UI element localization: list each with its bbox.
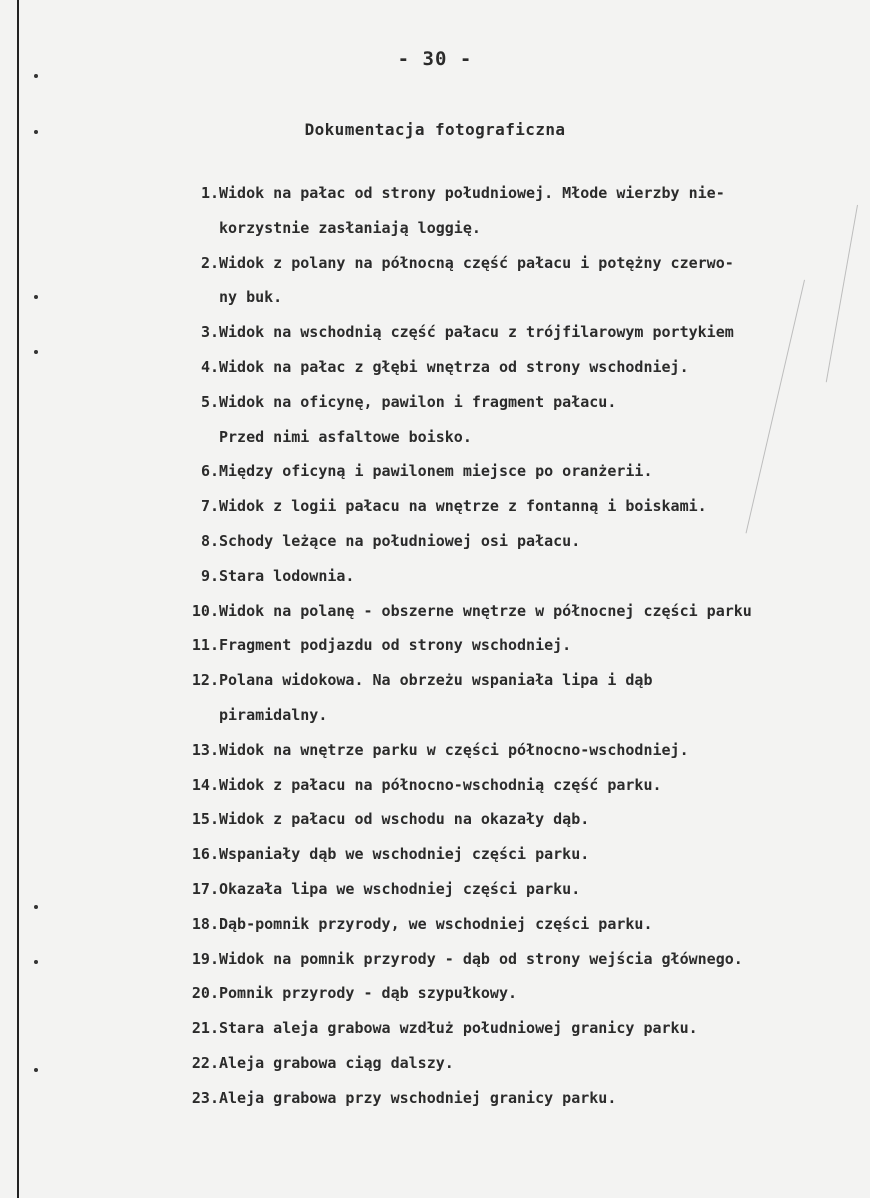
list-item [183,246,863,316]
item-number: 8. [200,531,219,550]
item-text: Stara lodownia. [219,566,355,585]
punch-hole-mark [34,905,38,909]
item-number: 10. [191,601,219,620]
item-number: 3. [200,323,219,342]
list-item [183,524,863,559]
punch-hole-mark [34,295,38,299]
list-item [183,559,863,594]
punch-hole-mark [34,350,38,354]
list-item [183,176,863,246]
item-number: 1. [200,184,219,202]
item-text: Widok na pałac od strony południowej. Młode wierzby nie- korzystnie zasłaniają loggię. [219,184,725,237]
item-number: 4. [200,357,219,376]
item-number: 18. [191,914,219,933]
item-text: Dąb-pomnik przyrody, we wschodniej części parku. [219,914,653,933]
list-item [183,1046,863,1081]
item-number: 16. [191,845,219,864]
item-number: 12. [191,671,219,690]
list-item [183,768,863,803]
item-number: 23. [191,1088,219,1107]
item-number: 19. [191,949,219,968]
item-number: 7. [200,497,219,516]
item-text: Fragment podjazdu od strony wschodniej. [219,636,572,655]
item-number: 9. [200,566,219,585]
punch-hole-mark [34,960,38,964]
item-text: Widok z pałacu na północno-wschodnią część parku. [219,775,662,794]
item-number: 2. [200,253,219,272]
punch-hole-mark [34,74,38,78]
list-item [183,315,863,350]
list-item [183,1081,863,1116]
list-item [183,1011,863,1046]
list-item [183,350,863,385]
item-text: Widok na pałac z głębi wnętrza od strony wschodniej. [219,357,689,376]
item-number: 13. [191,740,219,759]
item-text: Widok na oficynę, pawilon i fragment pałacu. Przed nimi asfaltowe boisko. [219,392,617,446]
item-text: Widok z logii pałacu na wnętrze z fontanną i boiskami. [219,497,707,516]
item-number: 17. [191,879,219,898]
list-item [183,489,863,524]
item-text: Widok na pomnik przyrody - dąb od strony wejścia głównego. [219,949,743,968]
item-number: 21. [191,1019,219,1038]
list-item [183,628,863,663]
list-item [183,872,863,907]
item-text: Aleja grabowa przy wschodniej granicy parku. [219,1088,617,1107]
list-item [183,942,863,977]
item-number: 22. [191,1053,219,1072]
item-text: Okazała lipa we wschodniej części parku. [219,879,581,898]
item-number: 15. [191,810,219,829]
item-text: Pomnik przyrody - dąb szypułkowy. [219,984,518,1003]
list-item [183,802,863,837]
item-number: 20. [191,984,219,1003]
list-item [183,907,863,942]
item-text: Wspaniały dąb we wschodniej części parku. [219,845,590,864]
item-number: 6. [200,462,219,481]
page-title: Dokumentacja fotograficzna [304,120,566,139]
item-text: Widok z pałacu od wschodu na okazały dąb. [219,810,590,829]
list-item [183,837,863,872]
item-text: Widok na wnętrze parku w części północno-wschodniej. [219,740,689,759]
item-text: Widok na wschodnią część pałacu z trójfilarowym portykiem [219,323,734,342]
item-text: Schody leżące na południowej osi pałacu. [219,531,581,550]
list-item [183,454,863,489]
item-text: Polana widokowa. Na obrzeżu wspaniała lipa i dąb piramidalny. [219,671,653,724]
item-text: Stara aleja grabowa wzdłuż południowej granicy parku. [219,1019,698,1038]
item-text: Między oficyną i pawilonem miejsce po oranżerii. [219,462,653,481]
item-number: 11. [191,636,219,655]
page-number: - 30 - [397,48,473,70]
list-item [183,733,863,768]
item-text: Widok na polanę - obszerne wnętrze w północnej części parku [219,601,752,620]
item-text: Widok z polany na północną część pałacu i potężny czerwo- ny buk. [219,253,734,307]
list-item [183,663,863,733]
photo-documentation-list [183,176,863,1116]
list-item [183,976,863,1011]
item-text: Aleja grabowa ciąg dalszy. [219,1053,454,1072]
page-edge-line [17,0,19,1198]
punch-hole-mark [34,1068,38,1072]
item-number: 5. [200,392,219,411]
item-number: 14. [191,775,219,794]
list-item [183,385,863,455]
list-item [183,594,863,629]
